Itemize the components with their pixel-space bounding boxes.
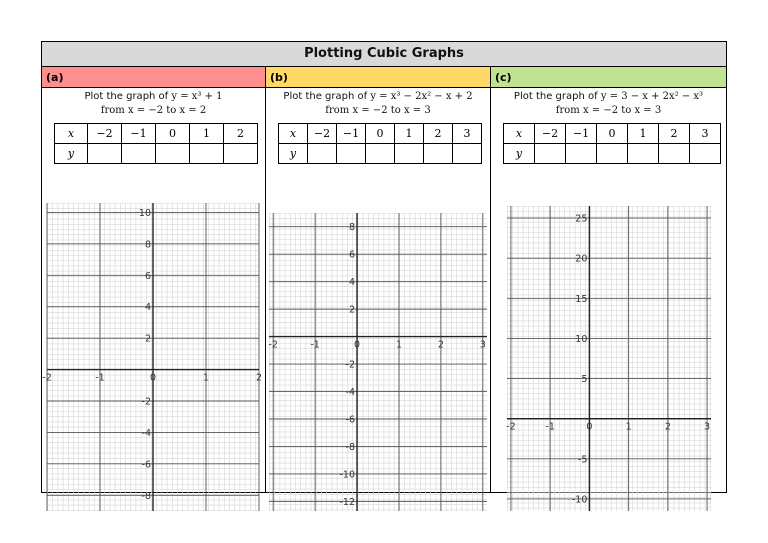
x-value-cell: −1 xyxy=(566,124,597,144)
y-value-cell[interactable] xyxy=(535,144,566,164)
x-tick-label: -2 xyxy=(506,421,516,433)
x-value-cell: 1 xyxy=(190,124,224,144)
y-tick-label: 2 xyxy=(144,333,151,345)
y-tick-label: 4 xyxy=(348,277,356,289)
y-tick-label: 25 xyxy=(575,213,588,225)
x-value-cell: 1 xyxy=(628,124,659,144)
x-tick-label: 1 xyxy=(395,339,402,351)
y-value-cell[interactable] xyxy=(156,144,190,164)
x-value-cell: 3 xyxy=(690,124,721,144)
y-tick-label: 6 xyxy=(348,249,356,261)
x-tick-label: 1 xyxy=(625,421,632,433)
x-tick-label: 0 xyxy=(586,421,593,433)
range-text: from x = −2 to x = 3 xyxy=(555,105,662,116)
x-value-cell: 0 xyxy=(156,124,190,144)
y-tick-label: 5 xyxy=(581,374,588,386)
x-tick-label: -2 xyxy=(268,339,278,351)
y-label-cell: y xyxy=(279,144,308,164)
panel-a-header: (a) xyxy=(42,67,265,88)
range-text: from x = −2 to x = 3 xyxy=(325,105,431,116)
y-tick-label: 8 xyxy=(144,239,151,251)
y-value-cell[interactable] xyxy=(597,144,628,164)
x-tick-label: -1 xyxy=(545,421,555,433)
y-tick-label: -10 xyxy=(339,469,356,481)
y-tick-label: 10 xyxy=(138,207,151,219)
y-tick-label: -8 xyxy=(345,441,356,453)
y-tick-label: -12 xyxy=(339,496,356,508)
y-value-cell[interactable] xyxy=(628,144,659,164)
y-tick-label: -2 xyxy=(141,396,151,408)
x-tick-label: 3 xyxy=(479,339,486,351)
question-prefix: Plot the graph of xyxy=(283,91,371,102)
y-value-cell[interactable] xyxy=(122,144,156,164)
y-tick-label: -10 xyxy=(571,494,588,506)
panel-b-header: (b) xyxy=(266,67,490,88)
worksheet-title: Plotting Cubic Graphs xyxy=(42,42,726,67)
x-tick-label: 3 xyxy=(704,421,711,433)
question-prefix: Plot the graph of xyxy=(84,91,172,102)
x-value-cell: −2 xyxy=(535,124,566,144)
x-tick-label: 2 xyxy=(664,421,671,433)
x-label-cell: x xyxy=(55,124,88,144)
panel-c-header: (c) xyxy=(491,67,726,88)
x-tick-label: 2 xyxy=(255,372,263,384)
panel-b-table xyxy=(278,123,482,164)
x-value-cell: −1 xyxy=(337,124,366,144)
panel-a-table xyxy=(54,123,258,164)
panel-b xyxy=(265,67,490,508)
y-value-cell[interactable] xyxy=(337,144,366,164)
y-tick-label: 8 xyxy=(348,222,356,234)
y-value-cell[interactable] xyxy=(395,144,424,164)
x-value-cell: 1 xyxy=(395,124,424,144)
y-value-cell[interactable] xyxy=(424,144,453,164)
equation: y = x³ − 2x² − x + 2 xyxy=(370,91,473,102)
panel-a-grid xyxy=(42,203,263,511)
panel-b-question xyxy=(266,90,490,104)
panel-c-grid xyxy=(507,206,711,511)
panel-c-question xyxy=(491,90,726,104)
y-tick-label: -6 xyxy=(141,459,151,471)
x-row xyxy=(279,124,482,144)
question-prefix: Plot the graph of xyxy=(513,91,601,102)
x-tick-label: 2 xyxy=(437,339,444,351)
x-value-cell: −1 xyxy=(122,124,156,144)
x-row xyxy=(55,124,258,144)
y-tick-label: -4 xyxy=(345,387,356,399)
y-tick-label: 10 xyxy=(575,333,588,345)
x-row xyxy=(504,124,721,144)
panel-b-range xyxy=(266,104,490,118)
y-row xyxy=(504,144,721,164)
y-row xyxy=(279,144,482,164)
y-label-cell: y xyxy=(55,144,88,164)
y-tick-label: -4 xyxy=(141,427,151,439)
panel-c xyxy=(490,67,726,506)
x-label-cell: x xyxy=(504,124,535,144)
y-tick-label: -8 xyxy=(141,490,151,502)
equation: y = 3 − x + 2x² − x³ xyxy=(600,91,704,102)
y-value-cell[interactable] xyxy=(453,144,482,164)
y-tick-label: -6 xyxy=(345,414,356,426)
x-tick-label: -2 xyxy=(42,372,52,384)
y-value-cell[interactable] xyxy=(690,144,721,164)
range-text: from x = −2 to x = 2 xyxy=(100,105,207,116)
x-value-cell: −2 xyxy=(308,124,337,144)
panel-a-range xyxy=(42,104,265,118)
x-tick-label: -1 xyxy=(95,372,105,384)
x-tick-label: 1 xyxy=(202,372,210,384)
x-label-cell: x xyxy=(279,124,308,144)
y-tick-label: 20 xyxy=(575,253,588,265)
x-tick-label: 0 xyxy=(354,339,361,351)
x-tick-label: -1 xyxy=(310,339,320,351)
y-value-cell[interactable] xyxy=(308,144,337,164)
x-value-cell: 3 xyxy=(453,124,482,144)
y-value-cell[interactable] xyxy=(366,144,395,164)
panel-c-table xyxy=(503,123,721,164)
x-value-cell: 2 xyxy=(224,124,258,144)
x-value-cell: −2 xyxy=(88,124,122,144)
y-tick-label: 15 xyxy=(575,293,588,305)
x-tick-label: 0 xyxy=(149,372,157,384)
panel-c-range xyxy=(491,104,726,118)
y-tick-label: 2 xyxy=(348,304,356,316)
y-label-cell: y xyxy=(504,144,535,164)
y-tick-label: -5 xyxy=(577,454,588,466)
y-value-cell[interactable] xyxy=(190,144,224,164)
y-tick-label: 6 xyxy=(144,270,151,282)
y-value-cell[interactable] xyxy=(566,144,597,164)
x-value-cell: 0 xyxy=(366,124,395,144)
panel-b-grid xyxy=(269,213,487,511)
y-value-cell[interactable] xyxy=(88,144,122,164)
y-row xyxy=(55,144,258,164)
y-value-cell[interactable] xyxy=(659,144,690,164)
x-value-cell: 2 xyxy=(659,124,690,144)
worksheet xyxy=(41,41,727,508)
x-value-cell: 2 xyxy=(424,124,453,144)
y-tick-label: -2 xyxy=(345,359,356,371)
y-value-cell[interactable] xyxy=(224,144,258,164)
panel-a-question xyxy=(42,90,265,104)
panel-a xyxy=(42,67,265,502)
y-tick-label: 4 xyxy=(144,302,151,314)
x-value-cell: 0 xyxy=(597,124,628,144)
equation: y = x³ + 1 xyxy=(171,91,223,102)
